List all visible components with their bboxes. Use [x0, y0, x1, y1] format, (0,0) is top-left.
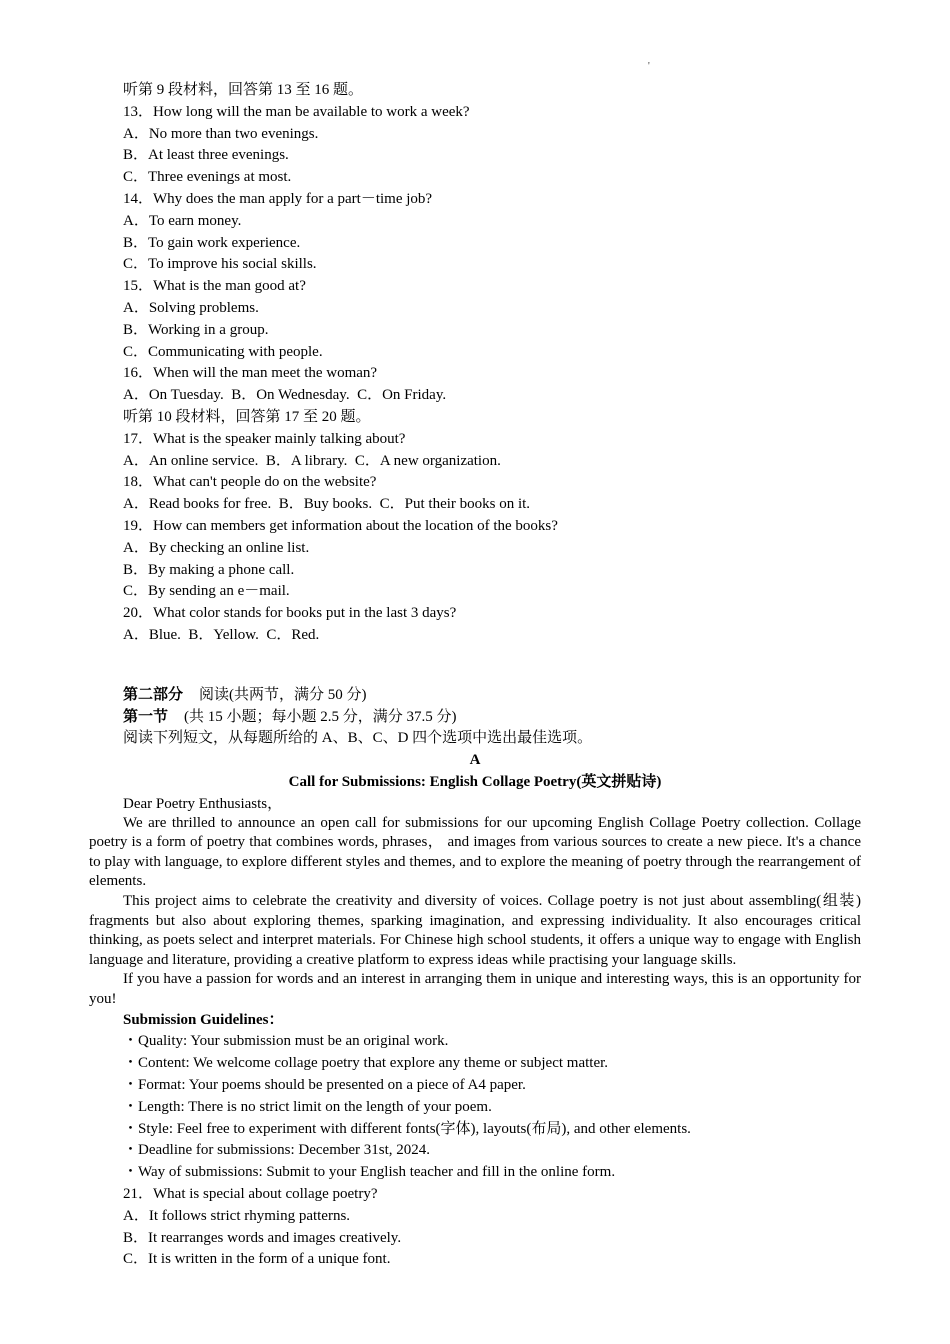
passage-paragraph-3: If you have a passion for words and an interest in arranging them in unique and interesting ways, this is an opportunity for you! — [89, 971, 861, 1008]
question-15: 15．What is the man good at? — [123, 278, 306, 295]
question-19: 19．How can members get information about the location of the books? — [123, 517, 558, 534]
q13-option-c: C．Three evenings at most. — [123, 169, 292, 186]
q13-option-b: B．At least three evenings. — [123, 147, 289, 164]
passage-title: Call for Submissions: English Collage Poetry(英文拼贴诗) — [288, 773, 662, 790]
question-17: 17．What is the speaker mainly talking about? — [123, 430, 406, 447]
section-one-desc: (共 15 小题；每小题 2.5 分，满分 37.5 分) — [184, 708, 457, 725]
section-10-header: 听第 10 段材料，回答第 17 至 20 题。 — [123, 408, 371, 425]
q13-option-a: A．No more than two evenings. — [123, 125, 319, 142]
q14-option-c: C．To improve his social skills. — [123, 256, 317, 273]
guideline-length: ・Length: There is no strict limit on the length of your poem. — [123, 1098, 492, 1115]
guideline-content: ・Content: We welcome collage poetry that explore any theme or subject matter. — [123, 1055, 609, 1072]
guideline-style: ・Style: Feel free to experiment with different fonts(字体), layouts(布局), and other elements. — [123, 1120, 691, 1137]
q21-option-a: A．It follows strict rhyming patterns. — [123, 1207, 351, 1224]
guideline-deadline: ・Deadline for submissions: December 31st, 2024. — [123, 1142, 431, 1159]
q19-option-a: A．By checking an online list. — [123, 539, 310, 556]
q19-option-c: C．By sending an e－mail. — [123, 583, 290, 600]
question-18: 18．What can't people do on the website? — [123, 474, 377, 491]
passage-paragraph-2: This project aims to celebrate the creativity and diversity of voices. Collage poetry is not just about assembling(组装) fragments but also about exploring themes, sparking imagination, and expressing individuality. It also encourages critical thinking, as poets select and interpret materials. For Chinese high school students, it offers a unique way to engage with English language and literature, providing a creative platform to express ideas while practising your language skills. — [89, 893, 861, 968]
question-21: 21．What is special about collage poetry? — [123, 1186, 378, 1203]
part-two-title — [89, 685, 861, 707]
q15-option-a: A．Solving problems. — [123, 299, 259, 316]
section-9-header: 听第 9 段材料，回答第 13 至 16 题。 — [123, 82, 364, 98]
exam-page — [89, 80, 861, 1271]
section-one-label: 第一节 — [123, 708, 169, 725]
guideline-way: ・Way of submissions: Submit to your English teacher and fill in the online form. — [123, 1164, 616, 1181]
q17-options: A．An online service. B．A library. C．A new organization. — [123, 452, 501, 469]
letter-greeting: Dear Poetry Enthusiasts， — [123, 795, 283, 812]
passage-letter: A — [469, 752, 481, 769]
question-14: 14．Why does the man apply for a part－time job? — [123, 190, 433, 207]
spacer — [89, 647, 861, 685]
passage-paragraph-1: We are thrilled to announce an open call for submissions for our upcoming English Collage Poetry collection. Collage poetry is a form of poetry that combines words, phrases， and images from various sources to create a new piece. It's a chance to play with language, to explore different styles and themes, and to explore the meaning of poetry through the rearrangement of elements. — [89, 814, 861, 890]
q15-option-c: C．Communicating with people. — [123, 343, 323, 360]
q14-option-b: B．To gain work experience. — [123, 234, 301, 251]
question-16: 16．When will the man meet the woman? — [123, 365, 378, 382]
reading-instructions: 阅读下列短文，从每题所给的 A、B、C、D 四个选项中选出最佳选项。 — [123, 730, 593, 747]
q21-option-b: B．It rearranges words and images creatively. — [123, 1229, 402, 1246]
q19-option-b: B．By making a phone call. — [123, 561, 295, 578]
part-two-desc: 阅读(共两节，满分 50 分) — [199, 686, 367, 703]
q20-options: A．Blue. B．Yellow. C．Red. — [123, 626, 320, 643]
section-one-title — [89, 707, 861, 729]
part-two-label: 第二部分 — [123, 686, 184, 703]
q15-option-b: B．Working in a group. — [123, 321, 269, 338]
q21-option-c: C．It is written in the form of a unique font. — [123, 1251, 391, 1268]
q18-options: A．Read books for free. B．Buy books. C．Put their books on it. — [123, 496, 531, 513]
q16-options: A．On Tuesday. B．On Wednesday. C．On Friday. — [123, 387, 447, 404]
question-13: 13．How long will the man be available to work a week? — [123, 103, 470, 120]
question-20: 20．What color stands for books put in the last 3 days? — [123, 605, 457, 622]
q14-option-a: A．To earn money. — [123, 212, 242, 229]
stray-mark: ' — [648, 61, 650, 72]
guideline-quality: ・Quality: Your submission must be an original work. — [123, 1033, 449, 1050]
guideline-format: ・Format: Your poems should be presented on a piece of A4 paper. — [123, 1077, 526, 1094]
guidelines-title: Submission Guidelines： — [123, 1011, 284, 1028]
